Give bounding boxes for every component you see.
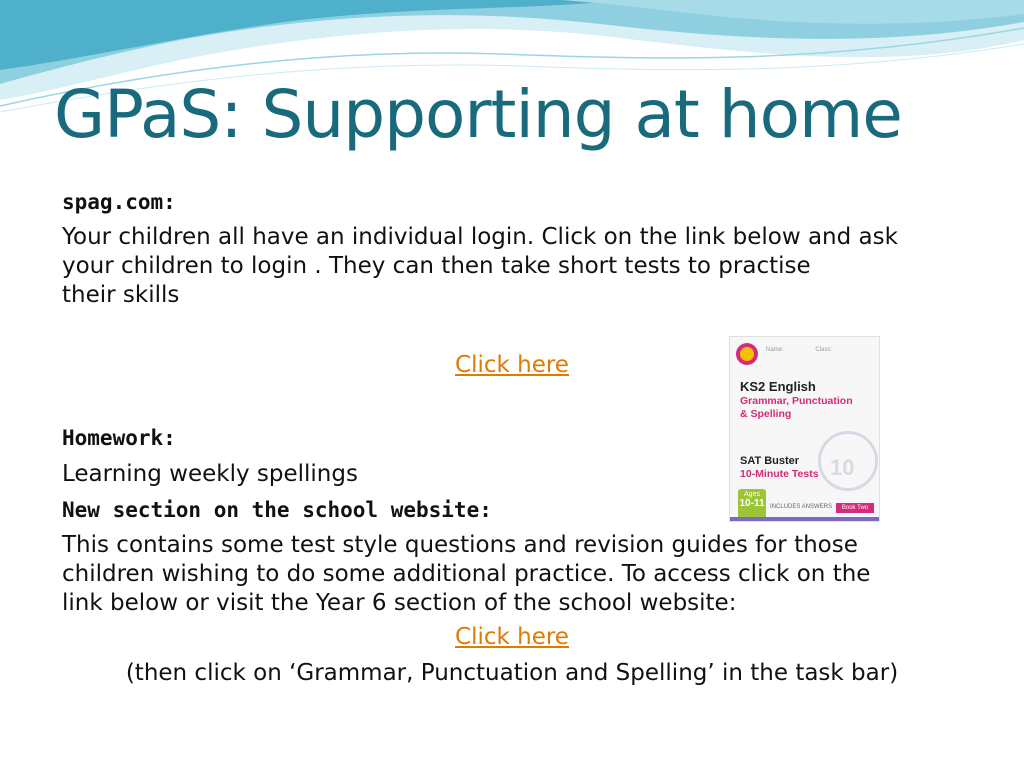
answers-note: INCLUDES ANSWERS (770, 504, 833, 510)
book-series-sub: 10-Minute Tests (740, 468, 819, 480)
taskbar-note: (then click on ‘Grammar, Punctuation and Spelling’ in the task bar) (125, 660, 899, 686)
cgp-logo-inner (740, 347, 754, 361)
spag-description (62, 223, 962, 310)
age-badge (738, 489, 766, 519)
website-link-row (0, 624, 1024, 650)
stopwatch-number: 10 (830, 455, 855, 480)
book-subtitle-line-2: & Spelling (740, 408, 792, 420)
spag-line-2: your children to login . They can then take short tests to practise (62, 253, 811, 279)
book-subtitle-line-1: Grammar, Punctuation (740, 395, 853, 407)
website-line-2: children wishing to do some additional practice. To access click on the (62, 561, 871, 587)
book-footer-strip (730, 517, 880, 521)
spag-line-1: Your children all have an individual login. Click on the link below and ask (62, 224, 898, 250)
book-number-badge: Book Two (836, 503, 874, 513)
book-title: KS2 English (740, 379, 816, 394)
website-description (62, 531, 962, 618)
age-value: 10-11 (739, 498, 765, 509)
spag-line-3: their skills (62, 282, 180, 308)
website-line-3: link below or visit the Year 6 section of the school website: (62, 590, 737, 616)
homework-heading: Homework: (62, 426, 176, 450)
website-line-1: This contains some test style questions and revision guides for those (62, 532, 858, 558)
website-click-here-link[interactable]: Click here (455, 624, 569, 650)
cgp-logo-icon (736, 343, 758, 365)
age-label: Ages (744, 491, 760, 498)
book-subtitle (740, 395, 875, 421)
book-class-field: Class: (815, 347, 833, 353)
book-name-field: Name: (766, 347, 784, 353)
book-cover-image (729, 336, 880, 522)
spag-click-here-link[interactable]: Click here (455, 352, 569, 378)
homework-text: Learning weekly spellings (62, 461, 358, 487)
website-heading: New section on the school website: (62, 498, 492, 522)
book-name-fields (766, 347, 876, 355)
book-series: SAT Buster (740, 455, 800, 467)
page-title: GPaS: Supporting at home (54, 76, 902, 153)
spag-heading: spag.com: (62, 190, 176, 214)
